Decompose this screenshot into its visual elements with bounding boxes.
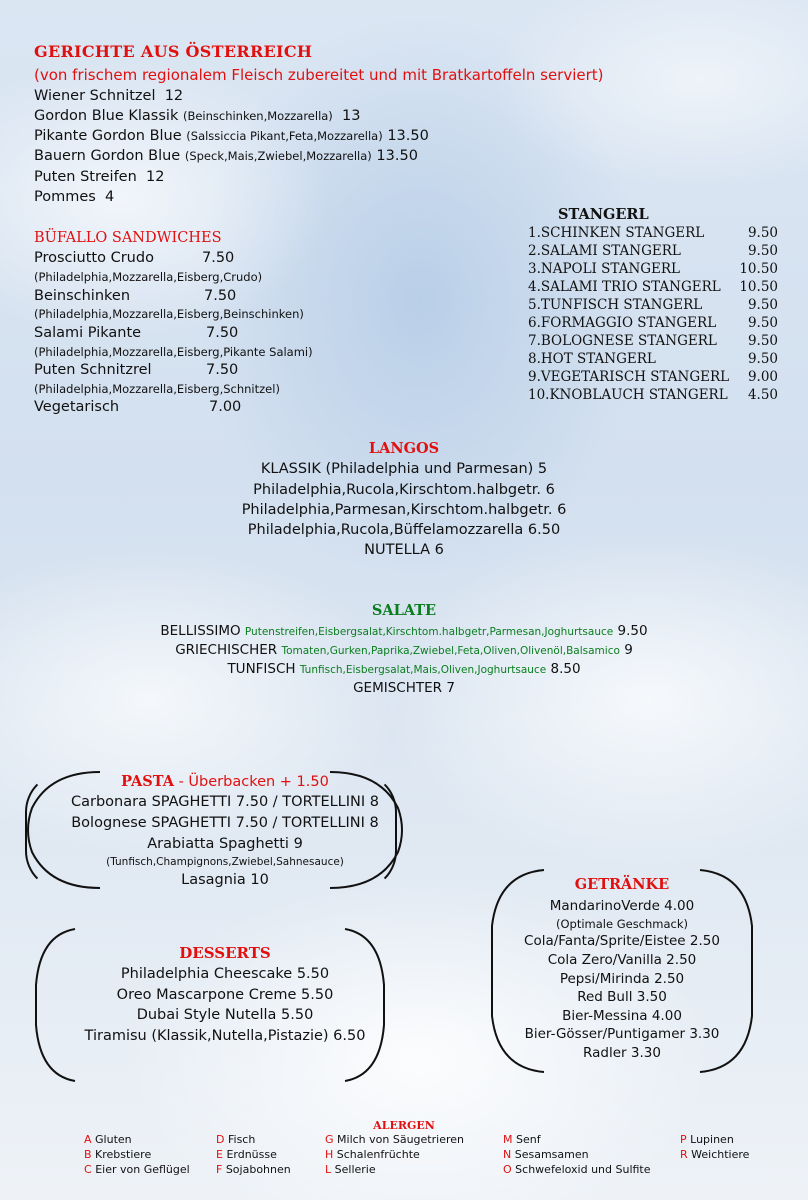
item-desc: (Philadelphia,Mozzarella,Eisberg,Pikante Salami): [34, 345, 313, 359]
item-name: BELLISSIMO: [160, 623, 241, 639]
item-name: Pommes: [34, 189, 96, 205]
section-title-alergen: ALERGEN: [373, 1119, 435, 1132]
item-price: 9.50: [747, 351, 778, 367]
item-price: 4.50: [747, 387, 778, 403]
item-name: GRIECHISCHER: [175, 642, 278, 658]
allergen-letter: A: [84, 1133, 92, 1146]
list-item: Philadelphia,Rucola,Büffelamozzarella 6.50: [247, 522, 561, 538]
item-name: 7.BOLOGNESE STANGERL: [528, 333, 717, 349]
list-item: KLASSIK (Philadelphia und Parmesan) 5: [260, 461, 548, 477]
item-price: 7.50: [206, 362, 239, 378]
item-price: 7.50: [204, 288, 237, 304]
allergen-name: Lupinen: [690, 1133, 734, 1146]
allergen-letter: H: [325, 1148, 334, 1161]
allergen-letter: G: [325, 1133, 334, 1146]
item-name: Prosciutto Crudo: [34, 250, 154, 266]
allergen-name: Schwefeloxid und Sulfite: [515, 1163, 651, 1176]
allergen-name: Eier von Geflügel: [95, 1163, 190, 1176]
list-item: [528, 279, 778, 295]
item-name: 6.FORMAGGIO STANGERL: [528, 315, 717, 331]
item-name: Salami Pikante: [34, 325, 142, 341]
allergen-name: Fisch: [227, 1133, 256, 1146]
menu-item: [34, 108, 360, 124]
item-price: 12: [164, 88, 184, 104]
list-item: MandarinoVerde 4.00: [549, 898, 695, 914]
item-price: 9.50: [747, 243, 778, 259]
list-item: Dubai Style Nutella 5.50: [136, 1007, 314, 1023]
item-name: TUNFISCH: [227, 661, 296, 677]
item-desc: (Philadelphia,Mozzarella,Eisberg,Schnitzel): [34, 382, 280, 396]
allergen-name: Schalenfrüchte: [336, 1148, 420, 1161]
list-item: [0, 642, 808, 658]
menu-item: [34, 288, 237, 304]
allergen-letter: P: [680, 1133, 687, 1146]
list-item: Radler 3.30: [583, 1045, 661, 1061]
list-item: Oreo Mascarpone Creme 5.50: [116, 987, 334, 1003]
item-price: 9.50: [747, 225, 778, 241]
section-title-pasta: [20, 773, 430, 790]
item-desc: (Beinschinken,Mozzarella): [182, 109, 333, 123]
allergen-name: Weichtiere: [691, 1148, 750, 1161]
list-item: [528, 315, 778, 331]
item-price: 7.50: [202, 250, 235, 266]
allergen-item: [680, 1148, 749, 1161]
section-title-salate: SALATE: [371, 602, 437, 619]
item-name: 10.KNOBLAUCH STANGERL: [528, 387, 728, 403]
item-price: 13.50: [387, 128, 429, 144]
item-price: 7: [446, 680, 455, 696]
item-price: 10.50: [739, 261, 778, 277]
menu-item: [34, 128, 429, 144]
list-item: Tiramisu (Klassik,Nutella,Pistazie) 6.50: [84, 1028, 366, 1044]
list-item: (Optimale Geschmack): [555, 917, 689, 931]
allergen-item: [503, 1163, 651, 1176]
item-name: 5.TUNFISCH STANGERL: [528, 297, 703, 313]
allergen-item: [84, 1133, 132, 1146]
allergen-item: [216, 1133, 255, 1146]
item-name: Bauern Gordon Blue: [34, 148, 181, 164]
allergen-item: [325, 1133, 464, 1146]
list-item: Cola/Fanta/Sprite/Eistee 2.50: [524, 933, 720, 949]
item-price: 9.50: [617, 623, 648, 639]
item-price: 9.00: [747, 369, 778, 385]
item-price: 9.50: [747, 333, 778, 349]
list-item: [528, 387, 778, 403]
section-title-desserts: DESSERTS: [179, 944, 271, 962]
list-item: Arabiatta Spaghetti 9: [147, 836, 303, 852]
allergen-letter: M: [503, 1133, 513, 1146]
section-subtitle-gerichte: (von frischem regionalem Fleisch zubereitet und mit Bratkartoffeln serviert): [34, 66, 604, 84]
allergen-letter: F: [216, 1163, 223, 1176]
allergen-name: Milch von Säugetrieren: [337, 1133, 464, 1146]
allergen-item: [325, 1148, 420, 1161]
item-name: Puten Schnitzrel: [34, 362, 152, 378]
item-price: 10.50: [739, 279, 778, 295]
list-item: [528, 369, 778, 385]
item-name: 9.VEGETARISCH STANGERL: [528, 369, 730, 385]
item-name: 3.NAPOLI STANGERL: [528, 261, 681, 277]
list-item: [528, 225, 778, 241]
item-desc: (Tunfisch,Champignons,Zwiebel,Sahnesauce): [106, 856, 344, 868]
item-name: 1.SCHINKEN STANGERL: [528, 225, 705, 241]
item-price: 8.50: [550, 661, 581, 677]
item-desc: (Philadelphia,Mozzarella,Eisberg,Crudo): [34, 270, 263, 284]
item-name: 2.SALAMI STANGERL: [528, 243, 681, 259]
list-item: [528, 297, 778, 313]
item-price: 13: [342, 108, 361, 124]
allergen-letter: B: [84, 1148, 92, 1161]
list-item: [0, 623, 808, 639]
allergen-name: Sesamsamen: [514, 1148, 589, 1161]
section-title-stangerl: STANGERL: [558, 206, 649, 223]
item-name: Vegetarisch: [34, 399, 120, 415]
section-title-gerichte: GERICHTE AUS ÖSTERREICH: [34, 42, 313, 61]
menu-item: [34, 325, 239, 341]
item-name: Beinschinken: [34, 288, 131, 304]
allergen-item: [680, 1133, 734, 1146]
menu-item: [34, 250, 235, 266]
menu-item: [34, 169, 164, 185]
item-desc: (Salssiccia Pikant,Feta,Mozzarella): [186, 129, 383, 143]
item-name: Puten Streifen: [34, 169, 137, 185]
allergen-letter: L: [325, 1163, 332, 1176]
item-price: 9.50: [747, 297, 778, 313]
item-price: 4: [105, 189, 115, 205]
pasta-title-suffix: - Überbacken + 1.50: [173, 774, 329, 790]
list-item: [528, 243, 778, 259]
allergen-letter: E: [216, 1148, 223, 1161]
item-name: 8.HOT STANGERL: [528, 351, 656, 367]
item-desc: Putenstreifen,Eisbergsalat,Kirschtom.halbgetr,Parmesan,Joghurtsauce: [244, 626, 614, 638]
list-item: Red Bull 3.50: [577, 989, 667, 1005]
allergen-name: Erdnüsse: [226, 1148, 277, 1161]
allergen-item: [325, 1163, 376, 1176]
section-title-langos: LANGOS: [368, 440, 440, 457]
item-name: Gordon Blue Klassik: [34, 108, 179, 124]
item-price: 9.50: [747, 315, 778, 331]
item-desc: (Speck,Mais,Zwiebel,Mozzarella): [184, 149, 372, 163]
allergen-letter: N: [503, 1148, 512, 1161]
allergen-item: [216, 1163, 291, 1176]
pasta-title: PASTA: [121, 773, 174, 790]
allergen-letter: D: [216, 1133, 225, 1146]
allergen-item: [84, 1148, 151, 1161]
item-name: GEMISCHTER: [353, 680, 443, 696]
list-item: Philadelphia,Rucola,Kirschtom.halbgetr. 6: [253, 482, 555, 498]
list-item: Carbonara SPAGHETTI 7.50 / TORTELLINI 8: [71, 794, 379, 810]
allergen-letter: C: [84, 1163, 92, 1176]
item-desc: (Philadelphia,Mozzarella,Eisberg,Beinschinken): [34, 307, 304, 321]
item-desc: Tomaten,Gurken,Paprika,Zwiebel,Feta,Oliven,Olivenöl,Balsamico: [281, 645, 620, 657]
list-item: Philadelphia,Parmesan,Kirschtom.halbgetr. 6: [241, 502, 567, 518]
list-item: Bier-Gösser/Puntigamer 3.30: [524, 1026, 720, 1042]
list-item: Pepsi/Mirinda 2.50: [559, 971, 685, 987]
allergen-letter: R: [680, 1148, 688, 1161]
list-item: Bolognese SPAGHETTI 7.50 / TORTELLINI 8: [71, 815, 379, 831]
item-price: 7.00: [209, 399, 242, 415]
list-item: [528, 261, 778, 277]
allergen-item: [216, 1148, 277, 1161]
allergen-item: [84, 1163, 190, 1176]
allergen-name: Sellerie: [334, 1163, 376, 1176]
list-item: Cola Zero/Vanilla 2.50: [547, 952, 697, 968]
allergen-item: [503, 1133, 541, 1146]
allergen-item: [503, 1148, 589, 1161]
menu-item: [34, 399, 242, 415]
section-title-getraenke: GETRÄNKE: [574, 876, 670, 893]
item-name: 4.SALAMI TRIO STANGERL: [528, 279, 721, 295]
item-name: Pikante Gordon Blue: [34, 128, 182, 144]
allergen-name: Gluten: [95, 1133, 132, 1146]
list-item: Philadelphia Cheescake 5.50: [120, 966, 330, 982]
menu-item: [34, 189, 114, 205]
list-item: [528, 333, 778, 349]
section-title-bufallo: BÜFALLO SANDWICHES: [34, 230, 222, 246]
allergen-name: Sojabohnen: [225, 1163, 291, 1176]
item-price: 9: [624, 642, 633, 658]
list-item: Lasagnia 10: [181, 872, 269, 888]
item-name: Wiener Schnitzel: [34, 88, 156, 104]
item-price: 7.50: [206, 325, 239, 341]
menu-item: [34, 88, 183, 104]
item-desc: Tunfisch,Eisbergsalat,Mais,Oliven,Joghurtsauce: [299, 664, 547, 676]
list-item: [0, 680, 808, 696]
menu-item: [34, 148, 418, 164]
allergen-name: Senf: [516, 1133, 541, 1146]
item-price: 13.50: [376, 148, 418, 164]
list-item: [0, 661, 808, 677]
allergen-letter: O: [503, 1163, 512, 1176]
list-item: Bier-Messina 4.00: [562, 1008, 682, 1024]
allergen-name: Krebstiere: [95, 1148, 152, 1161]
menu-item: [34, 362, 239, 378]
list-item: NUTELLA 6: [364, 542, 444, 558]
list-item: [528, 351, 778, 367]
item-price: 12: [146, 169, 165, 185]
